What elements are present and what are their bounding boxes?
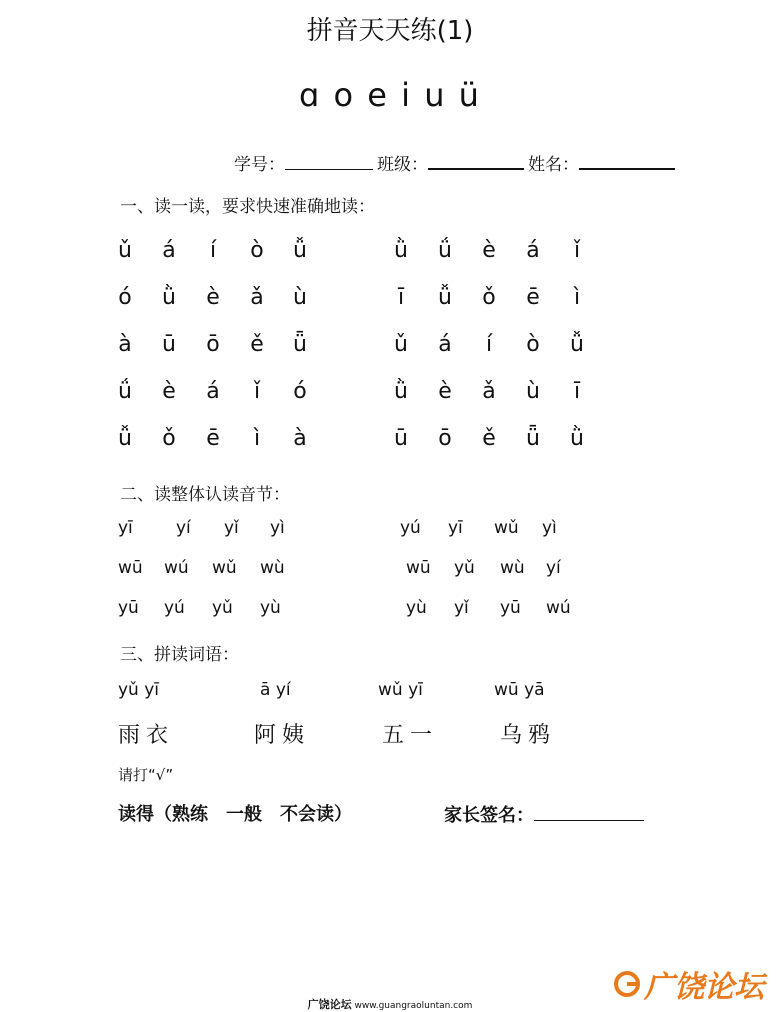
tone-vowel: ō [438,426,452,451]
tone-vowel: è [482,238,496,263]
tone-vowel: ǖ [293,332,307,357]
tone-vowel: ǐ [253,379,261,404]
word-hanzi: 乌鸦 [500,723,557,748]
syllable: yǔ [454,558,475,578]
word-pinyin: wǔ yī [378,680,423,700]
tone-vowel: è [162,379,176,404]
tone-vowel: ǜ [394,379,408,404]
tone-vowel: ō [206,332,220,357]
tone-vowel: á [526,238,540,263]
footer [0,996,780,1012]
tone-vowel: ó [293,379,307,404]
syllable: wǔ [494,518,519,538]
syllable: wù [260,558,285,578]
signature-blank [534,800,644,821]
word-hanzi: 五一 [382,723,439,748]
tone-row [110,426,630,456]
syllable: yú [164,598,185,618]
tone-vowel: à [293,426,307,451]
word-hanzi: 雨衣 [118,723,175,748]
tone-vowel: á [438,332,452,357]
syllable: wū [406,558,431,578]
section2-heading: 二、读整体认读音节： [120,485,290,505]
vowel-list: ɑ o e i u ü [299,76,481,114]
syllable-row [118,598,618,622]
tone-vowel: ǚ [118,426,132,451]
tone-vowel: ě [250,332,264,357]
syllable-row [118,518,618,542]
syllable: wú [546,598,571,618]
tone-vowel: ī [573,379,581,404]
tone-vowel: í [485,332,493,357]
tone-vowel: ě [482,426,496,451]
tone-vowel: í [209,238,217,263]
tone-vowel: ǖ [526,426,540,451]
tone-vowel: ī [397,285,405,310]
syllable: yū [118,598,139,618]
word-pinyin: ā yí [260,680,291,700]
syllable: yī [448,518,463,538]
tone-vowel: ù [526,379,540,404]
tone-row [110,332,630,362]
tone-vowel: ó [118,285,132,310]
student-info [234,150,679,175]
tone-vowel: ū [162,332,176,357]
tone-vowel: á [162,238,176,263]
tone-vowel: à [118,332,132,357]
tone-vowel: ē [526,285,540,310]
syllable-row [118,558,618,582]
tone-vowel: ǔ [394,332,408,357]
tone-vowel: ǜ [162,285,176,310]
tone-vowel: ū [394,426,408,451]
syllable: yì [542,518,557,538]
reading-level: 读得（熟练 一般 不会读） [118,804,352,825]
syllable: wǔ [212,558,237,578]
syllable: yù [406,598,427,618]
syllable: yǐ [224,518,239,538]
syllable: yí [546,558,561,578]
name-blank [579,150,675,170]
syllable: wū [118,558,143,578]
section3-heading: 三、拼读词语： [120,645,239,665]
footer-site-name: 广饶论坛 [307,998,352,1011]
syllable: wú [164,558,189,578]
section1-heading: 一、读一读，要求快速准确地读： [120,197,375,217]
tone-row [110,379,630,409]
syllable: yǔ [212,598,233,618]
parent-signature-label: 家长签名： [444,805,534,826]
parent-signature [444,800,648,827]
tone-vowel: ǚ [438,285,452,310]
footer-url: www.guangraoluntan.com [354,1001,473,1011]
tone-vowel: ǜ [570,426,584,451]
tone-vowel: ǒ [482,285,496,310]
page-title: 拼音天天练(1) [306,16,474,46]
word-pinyin: yǔ yī [118,680,160,700]
name-label: 姓名： [528,155,579,175]
tone-row [110,238,630,268]
tone-vowel: ǎ [250,285,264,310]
tone-vowel: á [206,379,220,404]
tone-vowel: ǜ [394,238,408,263]
syllable: yú [400,518,421,538]
logo-text: 广饶论坛 [644,970,764,1005]
tone-vowel: ò [526,332,540,357]
tone-vowel: ì [253,426,261,451]
tone-vowel: ǒ [162,426,176,451]
tone-vowel: è [438,379,452,404]
tone-row [110,285,630,315]
student-no-label: 学号： [234,155,285,175]
tone-vowel: è [206,285,220,310]
tone-vowel: ǚ [293,238,307,263]
syllable: yī [118,518,133,538]
logo-icon [612,969,642,999]
tone-vowel: ǘ [118,379,132,404]
tone-vowel: ò [250,238,264,263]
syllable: yǐ [454,598,469,618]
tone-vowel: ǚ [570,332,584,357]
word-pinyin: wū yā [494,680,545,700]
student-no-blank [285,151,373,170]
mark-instruction: 请打“√” [118,766,174,784]
tone-vowel: ǐ [573,238,581,263]
tone-vowel: ǔ [118,238,132,263]
syllable: wù [500,558,525,578]
syllable: yí [176,518,191,538]
class-label: 班级： [377,155,428,175]
syllable: yù [260,598,281,618]
word-hanzi: 阿姨 [254,723,311,748]
tone-vowel: ì [573,285,581,310]
syllable: yū [500,598,521,618]
tone-vowel: ǘ [438,238,452,263]
tone-vowel: ē [206,426,220,451]
class-blank [428,150,524,170]
syllable: yì [270,518,285,538]
tone-vowel: ǎ [482,379,496,404]
tone-vowel: ù [293,285,307,310]
